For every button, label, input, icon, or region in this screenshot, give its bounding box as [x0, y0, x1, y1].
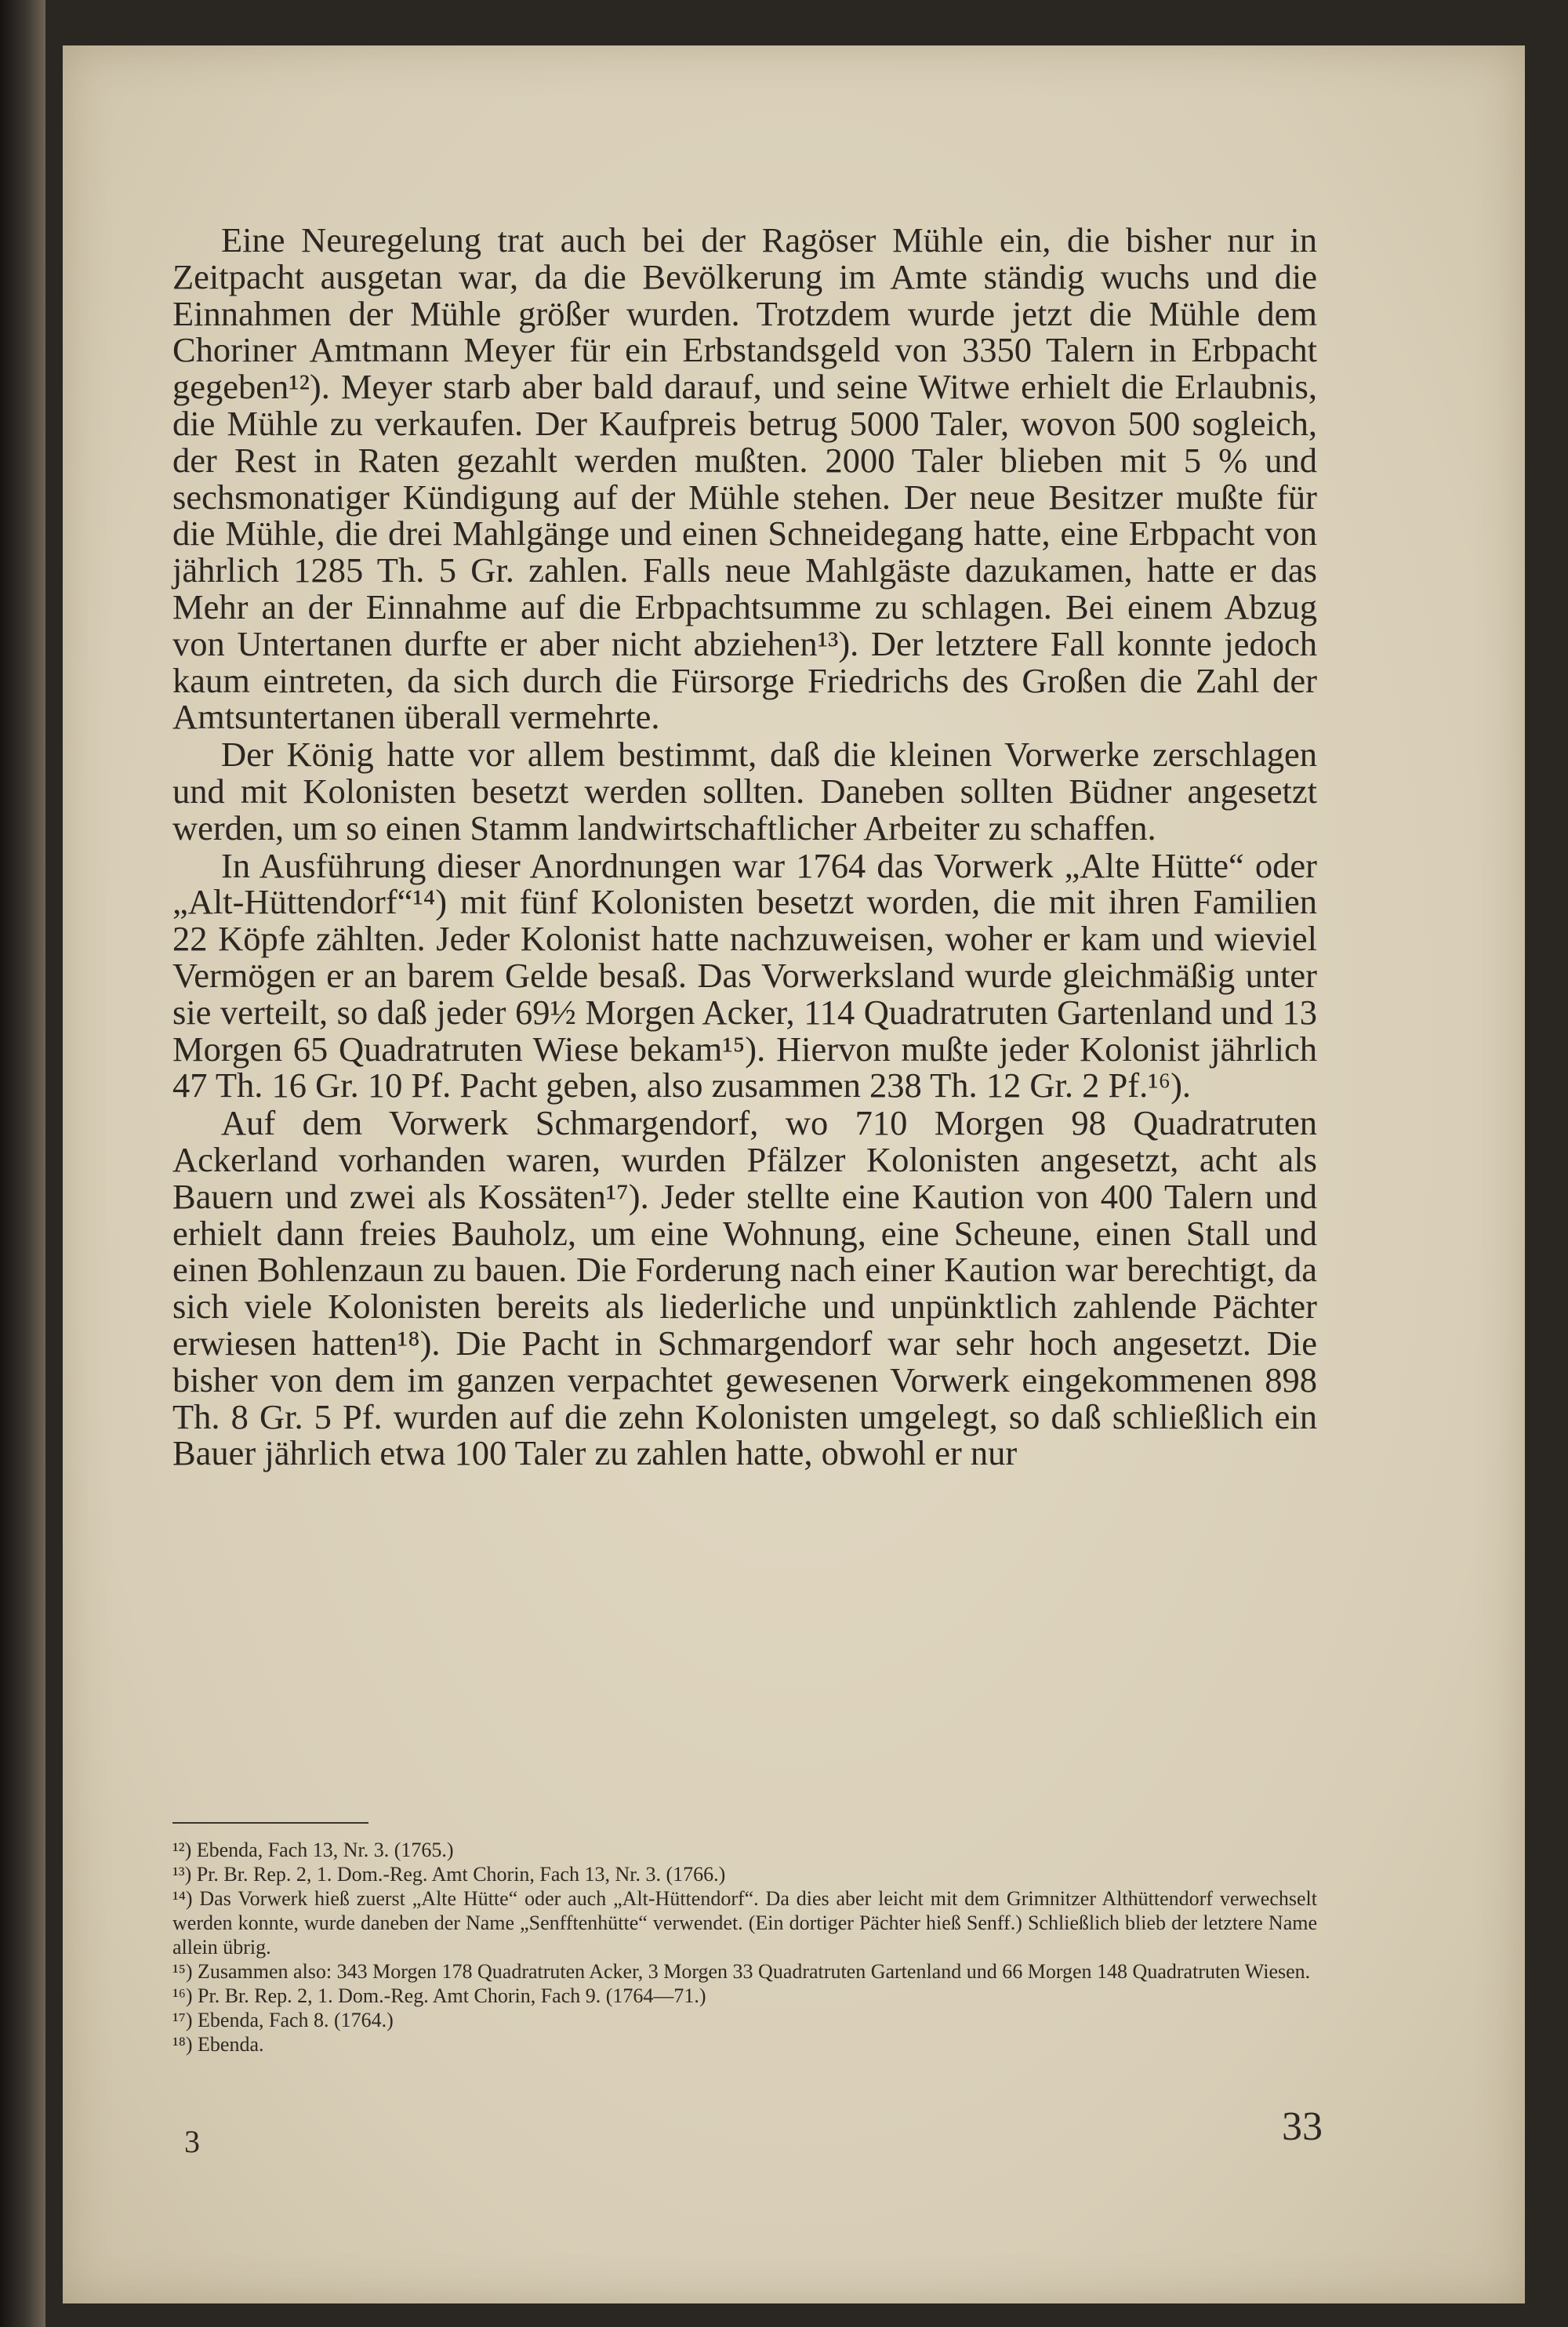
- book-page: [63, 45, 1525, 2303]
- footnote: ¹³) Pr. Br. Rep. 2, 1. Dom.-Reg. Amt Chorin, Fach 13, Nr. 3. (1766.): [172, 1863, 726, 1886]
- footnote: ¹⁸) Ebenda.: [172, 2033, 264, 2056]
- footnote: ¹⁵) Zusammen also: 343 Morgen 178 Quadratruten Acker, 3 Morgen 33 Quadratruten Gartenland und 66 Morgen 148 Quadratruten Wiesen.: [172, 1960, 1311, 1983]
- body-text: [172, 222, 1317, 1472]
- footnote-divider: [172, 1822, 368, 1824]
- paragraph-ragoeser-muehle: Eine Neuregelung trat auch bei der Ragöser Mühle ein, die bisher nur in Zeitpacht ausgetan war, da die Bevölkerung im Amte ständig wuchs und die Einnahmen der Mühle größer wurden. Trotzdem wurde jetzt die Mühle dem Choriner Amtmann Meyer für ein Erbstandsgeld von 3350 Talern in Erbpacht gegeben¹²). Meyer starb aber bald darauf, und seine Witwe erhielt die Erlaubnis, die Mühle zu verkaufen. Der Kaufpreis betrug 5000 Taler, wovon 500 sogleich, der Rest in Raten gezahlt werden mußten. 2000 Taler blieben mit 5 % und sechsmonatiger Kündigung auf der Mühle stehen. Der neue Besitzer mußte für die Mühle, die drei Mahlgänge und einen Schneidegang hatte, eine Erbpacht von jährlich 1285 Th. 5 Gr. zahlen. Falls neue Mahlgäste dazukamen, hatte er das Mehr an der Einnahme auf die Erbpachtsumme zu schlagen. Bei einem Abzug von Untertanen durfte er aber nicht abziehen¹³). Der letztere Fall konnte jedoch kaum eintreten, da sich durch die Fürsorge Friedrichs des Großen die Zahl der Amtsuntertanen überall vermehrte.: [172, 220, 1317, 737]
- paragraph-alte-huette: In Ausführung dieser Anordnungen war 1764 das Vorwerk „Alte Hütte“ oder „Alt-Hüttendorf“¹⁴) mit fünf Kolonisten besetzt worden, die mit ihren Familien 22 Köpfe zählten. Jeder Kolonist hatte nachzuweisen, woher er kam und wieviel Vermögen er an barem Gelde besaß. Das Vorwerksland wurde gleichmäßig unter sie verteilt, so daß jeder 69½ Morgen Acker, 114 Quadratruten Gartenland und 13 Morgen 65 Quadratruten Wiese bekam¹⁵). Hiervon mußte jeder Kolonist jährlich 47 Th. 16 Gr. 10 Pf. Pacht geben, also zusammen 238 Th. 12 Gr. 2 Pf.¹⁶).: [172, 845, 1317, 1105]
- footnote: ¹²) Ebenda, Fach 13, Nr. 3. (1765.): [172, 1839, 454, 1861]
- footnote: ¹⁴) Das Vorwerk hieß zuerst „Alte Hütte“ oder auch „Alt-Hüttendorf“. Da dies aber leicht mit dem Grimnitzer Althüttendorf verwechselt werden konnte, wurde daneben der Name „Senfftenhütte“ verwendet. (Ein dortiger Pächter hieß Senff.) Schließlich blieb der letztere Name allein übrig.: [172, 1887, 1317, 1959]
- footnotes: [172, 1838, 1317, 2057]
- page-number: 33: [1282, 2104, 1323, 2149]
- book-binding-edge: [0, 0, 45, 2327]
- footnote: ¹⁶) Pr. Br. Rep. 2, 1. Dom.-Reg. Amt Chorin, Fach 9. (1764—71.): [172, 1984, 706, 2007]
- signature-mark: 3: [184, 2124, 200, 2159]
- paragraph-koenig-vorwerke: Der König hatte vor allem bestimmt, daß die kleinen Vorwerke zerschlagen und mit Kolonisten besetzt werden sollten. Daneben sollten Büdner angesetzt werden, um so einen Stamm landwirtschaftlicher Arbeiter zu schaffen.: [172, 735, 1317, 848]
- footnote: ¹⁷) Ebenda, Fach 8. (1764.): [172, 2009, 394, 2031]
- paragraph-schmargendorf: Auf dem Vorwerk Schmargendorf, wo 710 Morgen 98 Quadratruten Ackerland vorhanden waren, wurden Pfälzer Kolonisten angesetzt, acht als Bauern und zwei als Kossäten¹⁷). Jeder stellte eine Kaution von 400 Talern und erhielt dann freies Bauholz, um eine Wohnung, eine Scheune, einen Stall und einen Bohlenzaun zu bauen. Die Forderung nach einer Kaution war berechtigt, da sich viele Kolonisten bereits als liederliche und unpünktlich zahlende Pächter erwiesen hatten¹⁸). Die Pacht in Schmargendorf war sehr hoch angesetzt. Die bisher von dem im ganzen verpachtet gewesenen Vorwerk eingekommenen 898 Th. 8 Gr. 5 Pf. wurden auf die zehn Kolonisten umgelegt, so daß schließlich ein Bauer jährlich etwa 100 Taler zu zahlen hatte, obwohl er nur: [172, 1103, 1317, 1473]
